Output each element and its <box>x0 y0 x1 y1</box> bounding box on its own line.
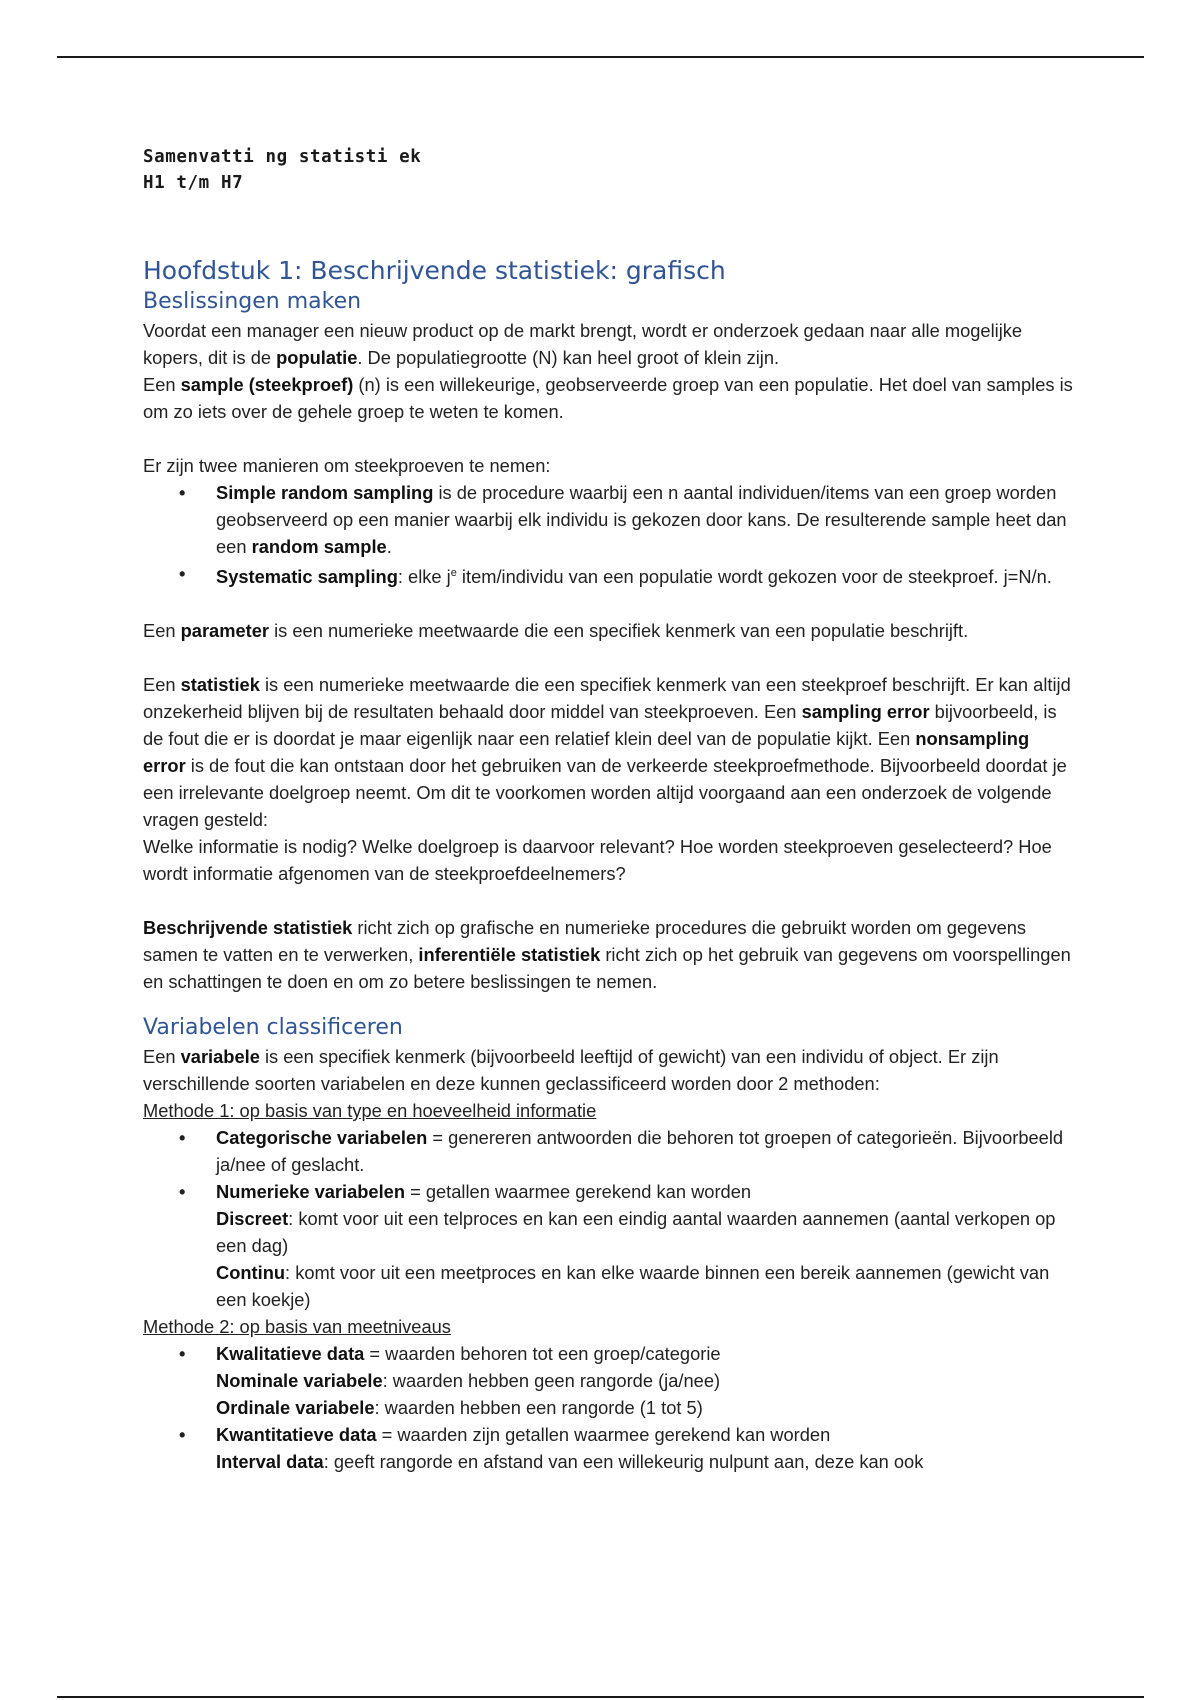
text: (n) is een willekeurige, geobserveerde groep van een populatie. Het doel van samples is om zo iets over de gehele groep te weten te komen. <box>143 374 1073 422</box>
document-title <box>143 144 1073 196</box>
text: Een <box>143 674 181 696</box>
section-heading-variabelen: Variabelen classificeren <box>143 1015 403 1041</box>
term: random sample <box>251 536 387 557</box>
term-populatie: populatie <box>276 347 358 368</box>
list-item <box>143 1124 1073 1178</box>
term: Interval data <box>216 1451 324 1473</box>
bottom-border-line <box>57 1696 1144 1698</box>
bullet-icon: • <box>179 563 186 584</box>
text: . <box>386 536 392 557</box>
list-item <box>143 1340 1073 1421</box>
text: : geeft rangorde en afstand van een willekeurig nulpunt aan, deze kan ook <box>323 1451 924 1473</box>
term-parameter: parameter <box>180 620 270 642</box>
term: Beschrijvende statistiek <box>143 917 353 939</box>
bullet-icon: • <box>179 1181 186 1203</box>
paragraph-beschrijvende <box>143 914 1073 995</box>
bullet-icon: • <box>179 1424 186 1446</box>
text: = genereren antwoorden die behoren tot groepen of categorieën. Bijvoorbeeld ja/nee of geslacht. <box>216 1127 1064 1176</box>
document-subtitle-line: H1 t/m H7 <box>143 173 244 193</box>
text: item/individu van een populatie wordt gekozen voor de steekproef. j=N/n. <box>456 566 1052 588</box>
text: is een specifiek kenmerk (bijvoorbeeld leeftijd of gewicht) van een individu of object. Er zijn verschillende soorten variabelen en deze kunnen geclassificeerd worden door 2 methoden: <box>143 1046 999 1095</box>
list-item <box>143 479 1073 560</box>
bullet-icon: • <box>179 482 186 503</box>
text: : komt voor uit een telproces en kan een eindig aantal waarden aannemen (aantal verkopen op een dag) <box>216 1208 1056 1257</box>
sampling-methods-list <box>143 479 1073 590</box>
paragraph-variabele <box>143 1043 1073 1097</box>
text: richt zich op grafische en numerieke procedures die gebruikt worden om gegevens samen te vatten en te verwerken, <box>143 917 1027 966</box>
superscript: e <box>450 567 457 579</box>
list-item <box>143 560 1073 590</box>
text: = waarden zijn getallen waarmee gerekend kan worden <box>376 1424 831 1446</box>
term: Nominale variabele <box>216 1370 383 1392</box>
text: . De populatiegrootte (N) kan heel groot of klein zijn. <box>357 347 780 368</box>
term: Kwalitatieve data <box>216 1343 365 1365</box>
term: variabele <box>180 1046 260 1068</box>
section-heading-beslissingen: Beslissingen maken <box>143 289 362 314</box>
term: inferentiële statistiek <box>418 944 601 966</box>
term: Kwantitatieve data <box>216 1424 377 1446</box>
paragraph-sample <box>143 371 1073 425</box>
bullet-icon: • <box>179 1343 186 1365</box>
paragraph-vragen: Welke informatie is nodig? Welke doelgroep is daarvoor relevant? Hoe worden steekproeven geselecteerd? Hoe wordt informatie afgenomen van de steekproefdeelnemers? <box>143 836 1052 885</box>
text: is een numerieke meetwaarde die een specifiek kenmerk van een populatie beschrijft. <box>269 620 969 642</box>
method-1-heading: Methode 1: op basis van type en hoeveelheid informatie <box>143 1100 597 1122</box>
text: Voordat een manager een nieuw product op de markt brengt, wordt er onderzoek gedaan naar alle mogelijke kopers, dit is de <box>143 320 1023 368</box>
term-sample: sample (steekproef) <box>180 374 354 395</box>
text: : waarden hebben geen rangorde (ja/nee) <box>382 1370 721 1392</box>
document-body <box>143 144 1073 1475</box>
text: : waarden hebben een rangorde (1 tot 5) <box>374 1397 703 1419</box>
text: richt zich op het gebruik van gegevens om voorspellingen en schattingen te doen en om zo betere beslissingen te nemen. <box>143 944 1071 993</box>
list-item <box>143 1421 1073 1475</box>
text: bijvoorbeeld, is de fout die er is doordat je maar eigenlijk naar een relatief klein deel van de populatie kijkt. Een <box>143 701 1057 750</box>
chapter-heading: Hoofdstuk 1: Beschrijvende statistiek: grafisch <box>143 256 726 285</box>
document-title-line: Samenvatti ng statisti ek <box>143 147 422 167</box>
term: sampling error <box>801 701 930 723</box>
bullet-icon: • <box>179 1127 186 1149</box>
list-item <box>143 1178 1073 1313</box>
term: Simple random sampling <box>216 482 434 503</box>
text: is een numerieke meetwaarde die een specifiek kenmerk van een steekproef beschrijft. Er kan altijd onzekerheid blijven bij de resultaten behaald door middel van steekproeven. Een <box>143 674 1071 723</box>
text: Een <box>143 374 181 395</box>
text: = getallen waarmee gerekend kan worden <box>405 1181 752 1203</box>
term: Continu <box>216 1262 286 1284</box>
top-border-line <box>57 56 1144 58</box>
text: = waarden behoren tot een groep/categorie <box>364 1343 721 1365</box>
method-2-heading: Methode 2: op basis van meetniveaus <box>143 1316 451 1338</box>
term: Categorische variabelen <box>216 1127 428 1149</box>
term: nonsampling error <box>143 728 1030 777</box>
text: Een <box>143 1046 181 1068</box>
paragraph-manieren: Er zijn twee manieren om steekproeven te nemen: <box>143 455 551 476</box>
term: statistiek <box>180 674 260 696</box>
method-1-list <box>143 1124 1073 1313</box>
paragraph-statistiek <box>143 671 1073 833</box>
method-2-list <box>143 1340 1073 1475</box>
text: is de procedure waarbij een n aantal individuen/items van een groep worden geobserveerd op een manier waarbij elk individu is gekozen door kans. De resulterende sample heet dan een <box>216 482 1067 557</box>
text: : komt voor uit een meetproces en kan elke waarde binnen een bereik aannemen (gewicht van een koekje) <box>216 1262 1050 1311</box>
term: Systematic sampling <box>216 566 398 588</box>
text: is de fout die kan ontstaan door het gebruiken van de verkeerde steekproefmethode. Bijvoorbeeld doordat je een irrelevante doelgroep neemt. Om dit te voorkomen worden altijd voorgaand aan een onderzoek de volgende vragen gesteld: <box>143 755 1067 831</box>
text: : elke j <box>397 566 451 588</box>
term: Numerieke variabelen <box>216 1181 406 1203</box>
term: Discreet <box>216 1208 289 1230</box>
text: Een <box>143 620 181 642</box>
term: Ordinale variabele <box>216 1397 375 1419</box>
paragraph-populatie <box>143 317 1073 371</box>
paragraph-parameter <box>143 617 1073 644</box>
